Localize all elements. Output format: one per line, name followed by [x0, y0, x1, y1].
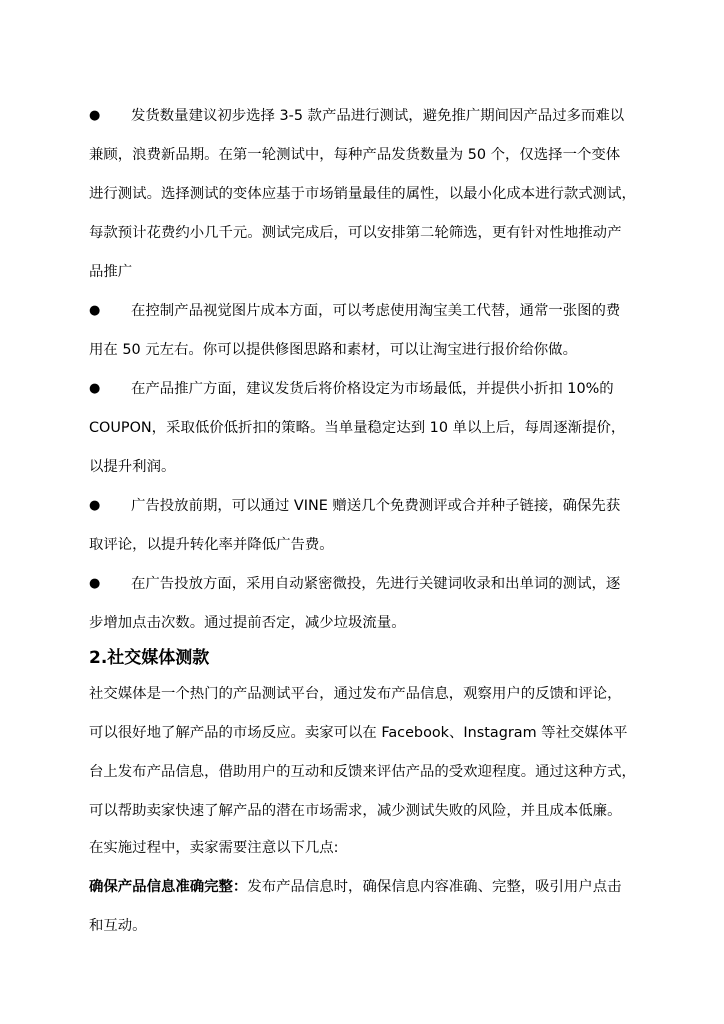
bullet-2-line-2: 用在 50 元左右。你可以提供修图思路和素材，可以让淘宝进行报价给你做。: [89, 342, 577, 358]
bullet-dot: ●: [89, 108, 101, 123]
bullet-1-line-3: 进行测试。选择测试的变体应基于市场销量最佳的属性，以最小化成本进行款式测试，: [89, 186, 636, 202]
bullet-dot: ●: [89, 381, 101, 396]
bullet-1-line-4: 每款预计花费约小几千元。测试完成后，可以安排第二轮筛选，更有针对性地推动产: [89, 225, 622, 241]
paragraph-line-1: 社交媒体是一个热门的产品测试平台，通过发布产品信息，观察用户的反馈和评论，: [89, 686, 622, 702]
point-line: [89, 877, 621, 897]
bullet-1-line-5: 品推广: [89, 264, 133, 280]
bullet-dot: ●: [89, 303, 101, 318]
point-continuation: 和互动。: [89, 918, 147, 934]
paragraph-line-4: 可以帮助卖家快速了解产品的潜在市场需求，减少测试失败的风险，并且成本低廉。: [89, 803, 622, 819]
bullet-3-line-2: COUPON，采取低价低折扣的策略。当单量稳定达到 10 单以上后，每周逐渐提价，: [89, 420, 626, 436]
point-label: 确保产品信息准确完整：: [89, 879, 248, 895]
bullet-2-line-1: 在控制产品视觉图片成本方面，可以考虑使用淘宝美工代替，通常一张图的费: [131, 303, 621, 319]
paragraph-line-3: 台上发布产品信息，借助用户的互动和反馈来评估产品的受欢迎程度。通过这种方式，: [89, 764, 636, 780]
bullet-3-line-1: 在产品推广方面，建议发货后将价格设定为市场最低，并提供小折扣 10%的: [131, 381, 614, 397]
paragraph-line-2: 可以很好地了解产品的市场反应。卖家可以在 Facebook、Instagram 等社交媒体平: [89, 725, 628, 741]
bullet-1-line-2: 兼顾，浪费新品期。在第一轮测试中，每种产品发货数量为 50 个，仅选择一个变体: [89, 147, 621, 163]
point-text: 发布产品信息时，确保信息内容准确、完整，吸引用户点击: [247, 879, 622, 895]
bullet-dot: ●: [89, 576, 101, 591]
bullet-dot: ●: [89, 498, 101, 513]
bullet-4-line-1: 广告投放前期，可以通过 VINE 赠送几个免费测评或合并种子链接，确保先获: [131, 498, 621, 514]
section-heading: 2.社交媒体测款: [89, 648, 210, 668]
bullet-4-line-2: 取评论，以提升转化率并降低广告费。: [89, 537, 334, 553]
bullet-3-line-3: 以提升利润。: [89, 459, 176, 475]
bullet-1-line-1: 发货数量建议初步选择 3-5 款产品进行测试，避免推广期间因产品过多而难以: [131, 108, 625, 124]
bullet-5-line-1: 在广告投放方面，采用自动紧密微投，先进行关键词收录和出单词的测试，逐: [131, 576, 621, 592]
notice-line: 在实施过程中，卖家需要注意以下几点:: [89, 840, 339, 856]
bullet-5-line-2: 步增加点击次数。通过提前否定，减少垃圾流量。: [89, 615, 406, 631]
